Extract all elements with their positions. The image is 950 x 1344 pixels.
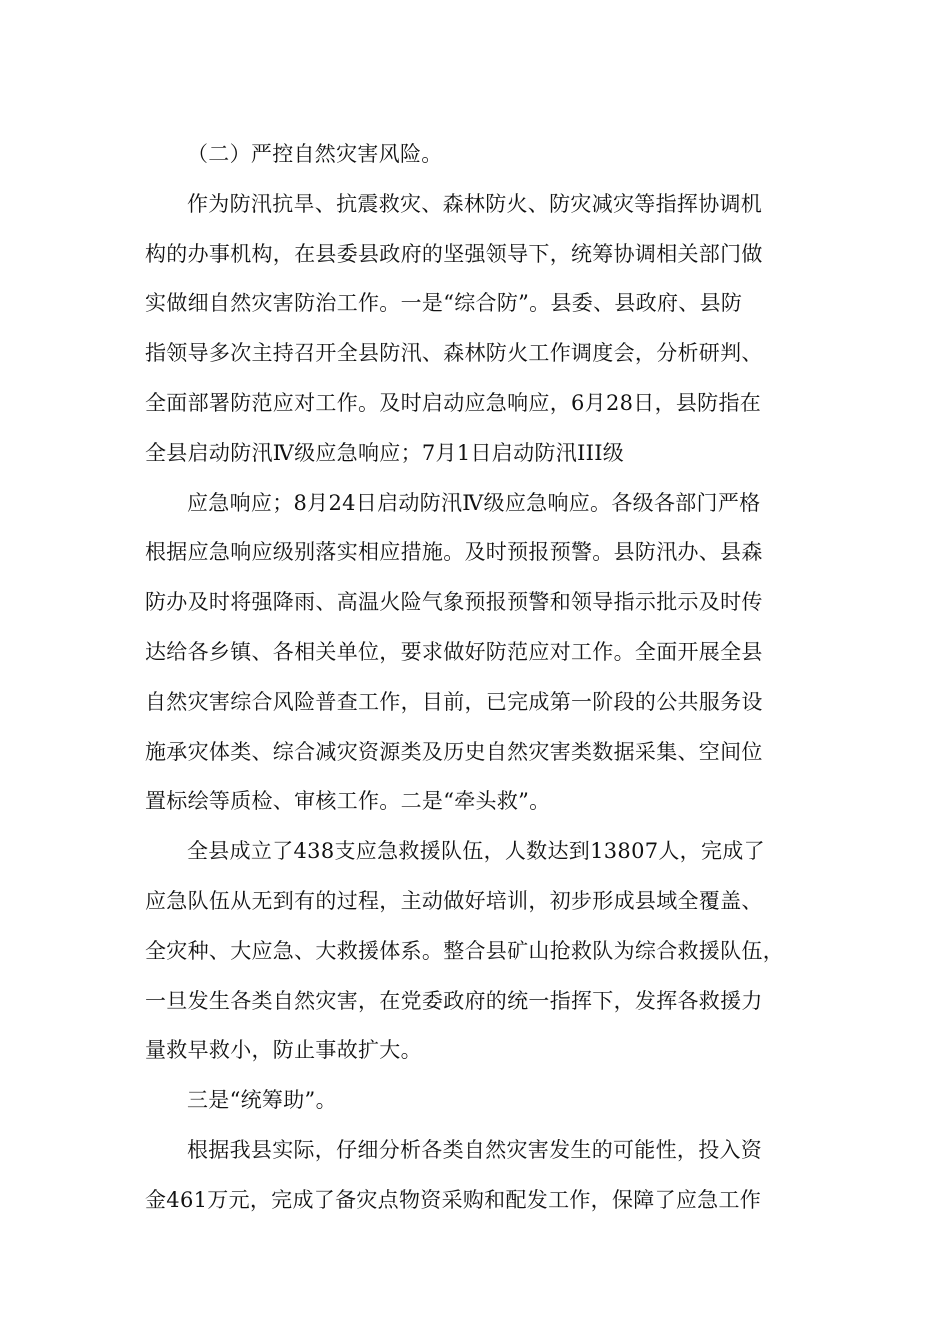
text-line: 施承灾体类、综合减灾资源类及历史自然灾害类数据采集、空间位 bbox=[145, 739, 763, 764]
text-line: 一旦发生各类自然灾害，在党委政府的统一指挥下，发挥各救援力 bbox=[145, 988, 763, 1013]
text-line: 作为防汛抗旱、抗震救灾、森林防火、防灾减灾等指挥协调机 bbox=[187, 191, 763, 216]
paragraph bbox=[145, 827, 820, 1076]
section-heading bbox=[145, 130, 820, 180]
text-line: 构的办事机构，在县委县政府的坚强领导下，统筹协调相关部门做 bbox=[145, 241, 763, 266]
paragraph bbox=[145, 1076, 820, 1126]
text-line: 根据我县实际，仔细分析各类自然灾害发生的可能性，投入资 bbox=[187, 1137, 763, 1162]
text-line: 防办及时将强降雨、高温火险气象预报预警和领导指示批示及时传 bbox=[145, 590, 763, 615]
text-line: 应急队伍从无到有的过程，主动做好培训，初步形成县域全覆盖、 bbox=[145, 888, 763, 913]
document-body bbox=[145, 130, 820, 1226]
text-line: 置标绘等质检、审核工作。二是“牵头救”。 bbox=[145, 789, 551, 814]
text-line: 全灾种、大应急、大救援体系。整合县矿山抢救队为综合救援队伍， bbox=[145, 938, 784, 963]
text-line: 指领导多次主持召开全县防汛、森林防火工作调度会，分析研判、 bbox=[145, 341, 763, 366]
paragraph bbox=[145, 479, 820, 828]
text-line: 自然灾害综合风险普查工作，目前，已完成第一阶段的公共服务设 bbox=[145, 689, 763, 714]
text-line: （二）严控自然灾害风险。 bbox=[187, 142, 443, 166]
text-line: 实做细自然灾害防治工作。一是“综合防”。县委、县政府、县防 bbox=[145, 291, 743, 316]
text-line: 量救早救小，防止事故扩大。 bbox=[145, 1038, 422, 1063]
text-line: 全面部署防范应对工作。及时启动应急响应，6月28日，县防指在 bbox=[145, 390, 762, 415]
text-line: 三是“统筹助”。 bbox=[187, 1088, 337, 1113]
paragraph bbox=[145, 1126, 820, 1226]
text-line: 根据应急响应级别落实相应措施。及时预报预警。县防汛办、县森 bbox=[145, 540, 763, 565]
text-line: 金461万元，完成了备灾点物资采购和配发工作，保障了应急工作 bbox=[145, 1187, 762, 1212]
paragraph bbox=[145, 180, 820, 479]
text-line: 达给各乡镇、各相关单位，要求做好防范应对工作。全面开展全县 bbox=[145, 639, 763, 664]
text-line: 全县启动防汛Ⅳ级应急响应；7月1日启动防汛III级 bbox=[145, 440, 625, 465]
text-line: 全县成立了438支应急救援队伍，人数达到13807人，完成了 bbox=[187, 839, 765, 864]
text-line: 应急响应；8月24日启动防汛Ⅳ级应急响应。各级各部门严格 bbox=[187, 490, 761, 515]
